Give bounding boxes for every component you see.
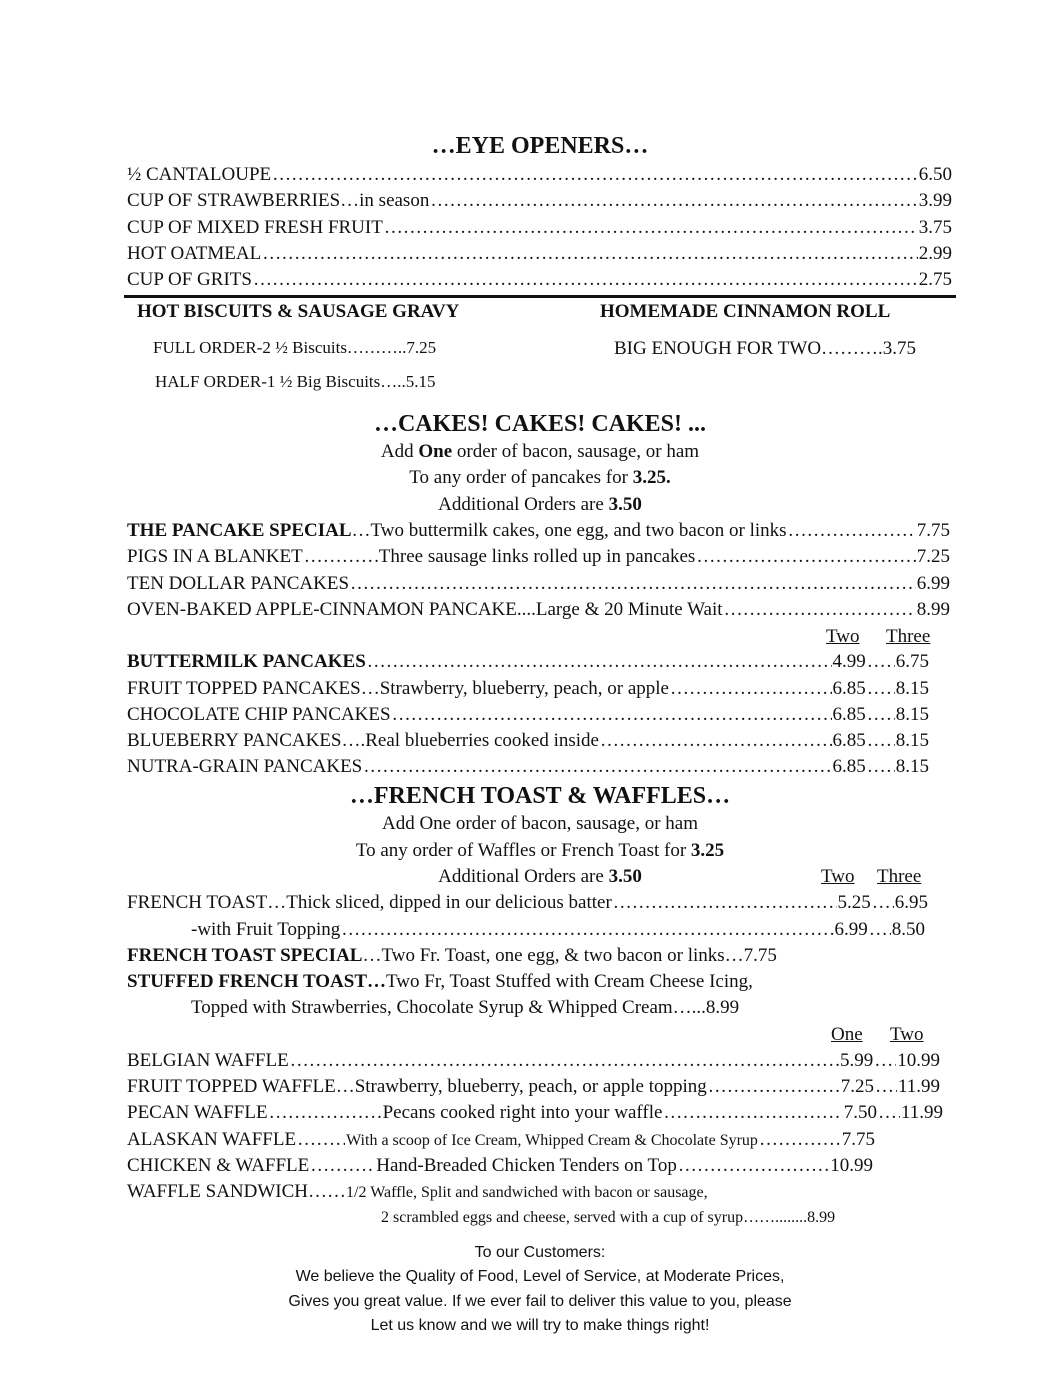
oven-baked-row: OVEN-BAKED APPLE-CINNAMON PANCAKE....Large & 20 Minute Wait ……………………………………………………………………………………………………………………………………………………………………………………………………………………………………………………………………………………… 8.99 [127,600,950,619]
blueberry-row: BLUEBERRY PANCAKES….Real blueberries cooked inside ……………………………………………………………………………………………………………………………………………………………………………………………………………………………………………………………………………………… 6.85 ……………………………………………………………………………………………………………………………………………………………………………………………………………………………………………………………………………………… 8.15 [127,731,929,750]
fruit-waffle-row: FRUIT TOPPED WAFFLE…Strawberry, blueberry, peach, or apple topping ……………………………………………………………………………………………………………………………………………………………………………………………………………………………………………………………………………………… 7.25 ……………………………………………………………………………………………………………………………………………………………………………………………………………………………………………………………………………………… 11.99 [127,1077,940,1096]
col-header-three: Three [886,626,931,647]
waffle-col-one: One [831,1024,863,1045]
alaskan-waffle-row: ALASKAN WAFFLE ……………………………………………………………………………………………………………………………………………………………………………………………………………………………………………………………………………………… With a scoop of Ice Cream, Whipped Cream & Chocolate Syrup ……………………………………………………………………………………………………………………………………………………………………………………………………………………………………………………………………………………… 7.75 [127,1130,875,1149]
belgian-waffle-row: BELGIAN WAFFLE ……………………………………………………………………………………………………………………………………………………………………………………………………………………………………………………………………………………… 5.99 ……………………………………………………………………………………………………………………………………………………………………………………………………………………………………………………………………………………… 10.99 [127,1051,940,1070]
cakes-title: …CAKES! CAKES! CAKES! ... [373,411,707,437]
chicken-waffle-row: CHICKEN & WAFFLE ……………………………………………………………………………………………………………………………………………………………………………………………………………………………………………………………………………………… Hand-Breaded Chicken Tenders on Top ……………………………………………………………………………………………………………………………………………………………………………………………………………………………………………………………………………………… 10.99 [127,1156,873,1175]
menu-item: HOT OATMEAL ……………………………………………………………………………………………………………………………………………………………………………………………………………………………………………………………………………………… 2.99 [127,244,952,263]
pigs-blanket-row: PIGS IN A BLANKET ……………………………………………………………………………………………………………………………………………………………………………………………………………………………………………………………………………………… Three sausage links rolled up in pancakes ……………………………………………………………………………………………………………………………………………………………………………………………………………………………………………………………………………………… 7.25 [127,547,950,566]
waffle-col-two: Two [890,1024,924,1045]
stuffed-french-toast-row: STUFFED FRENCH TOAST…Two Fr, Toast Stuffed with Cream Cheese Icing, [127,971,753,992]
footer-line-2: We believe the Quality of Food, Level of Service, at Moderate Prices, [295,1268,785,1285]
menu-item: CUP OF MIXED FRESH FRUIT ……………………………………………………………………………………………………………………………………………………………………………………………………………………………………………………………………………………… 3.75 [127,218,952,237]
biscuits-half-order: HALF ORDER-1 ½ Big Biscuits…..5.15 [155,372,436,391]
cinnamon-roll-line: BIG ENOUGH FOR TWO……….3.75 [614,338,917,359]
stuffed-french-toast-line2: Topped with Strawberries, Chocolate Syrup & Whipped Cream…...8.99 [191,997,740,1018]
footer-line-4: Let us know and we will try to make things right! [370,1317,710,1334]
menu-item: ½ CANTALOUPE ……………………………………………………………………………………………………………………………………………………………………………………………………………………………………………………………………………………… 6.50 [127,165,952,184]
french-toast-row: FRENCH TOAST…Thick sliced, dipped in our delicious batter ……………………………………………………………………………………………………………………………………………………………………………………………………………………………………………………………………………………… 5.25 ……………………………………………………………………………………………………………………………………………………………………………………………………………………………………………………………………………………… 6.95 [127,893,928,912]
french-col-three: Three [877,866,922,887]
pecan-waffle-row: PECAN WAFFLE ……………………………………………………………………………………………………………………………………………………………………………………………………………………………………………………………………………………… Pecans cooked right into your waffle ……………………………………………………………………………………………………………………………………………………………………………………………………………………………………………………………………………………… 7.50 ……………………………………………………………………………………………………………………………………………………………………………………………………………………………………………………………………………………… 11.99 [127,1103,943,1122]
eye-openers-title: …EYE OPENERS… [431,133,649,159]
cakes-add-line: Add One order of bacon, sausage, or ham [380,441,700,462]
french-toast-special-row: FRENCH TOAST SPECIAL…Two Fr. Toast, one egg, & two bacon or links…7.75 [127,945,777,966]
col-header-two: Two [826,626,860,647]
footer-line-3: Gives you great value. If we ever fail to deliver this value to you, please [288,1293,792,1310]
buttermilk-row: BUTTERMILK PANCAKES ……………………………………………………………………………………………………………………………………………………………………………………………………………………………………………………………………………………… 4.99 ……………………………………………………………………………………………………………………………………………………………………………………………………………………………………………………………………………………… 6.75 [127,652,929,671]
cakes-additional-line: Additional Orders are 3.50 [438,494,642,515]
fruit-pancakes-row: FRUIT TOPPED PANCAKES…Strawberry, blueberry, peach, or apple ……………………………………………………………………………………………………………………………………………………………………………………………………………………………………………………………………………………… 6.85 ……………………………………………………………………………………………………………………………………………………………………………………………………………………………………………………………………………………… 8.15 [127,679,929,698]
french-to-line: To any order of Waffles or French Toast for 3.25 [355,840,725,861]
section-divider [124,295,956,298]
french-toast-title: …FRENCH TOAST & WAFFLES… [349,783,731,809]
fruit-topping-row: -with Fruit Topping ……………………………………………………………………………………………………………………………………………………………………………………………………………………………………………………………………………………… 6.99 ……………………………………………………………………………………………………………………………………………………………………………………………………………………………………………………………………………………… 8.50 [191,920,925,939]
menu-item: CUP OF STRAWBERRIES…in season ……………………………………………………………………………………………………………………………………………………………………………………………………………………………………………………………………………………… 3.99 [127,191,952,210]
french-add-line: Add One order of bacon, sausage, or ham [381,813,699,834]
pancake-special-row: THE PANCAKE SPECIAL…Two buttermilk cakes, one egg, and two bacon or links ……………………………………………………………………………………………………………………………………………………………………………………………………………………………………………………………………………………… 7.75 [127,521,950,540]
ten-dollar-row: TEN DOLLAR PANCAKES ……………………………………………………………………………………………………………………………………………………………………………………………………………………………………………………………………………………… 6.99 [127,574,950,593]
biscuits-title: HOT BISCUITS & SAUSAGE GRAVY [137,301,460,322]
nutra-grain-row: NUTRA-GRAIN PANCAKES ……………………………………………………………………………………………………………………………………………………………………………………………………………………………………………………………………………………… 6.85 ……………………………………………………………………………………………………………………………………………………………………………………………………………………………………………………………………………………… 8.15 [127,757,929,776]
french-additional-line: Additional Orders are 3.50 [438,866,642,887]
waffle-sandwich-line2: 2 scrambled eggs and cheese, served with a cup of syrup……........8.99 [381,1209,836,1226]
biscuits-full-order: FULL ORDER-2 ½ Biscuits………..7.25 [153,338,437,357]
footer-line-1: To our Customers: [474,1244,606,1261]
menu-item: CUP OF GRITS ……………………………………………………………………………………………………………………………………………………………………………………………………………………………………………………………………………………… 2.75 [127,270,952,289]
cinnamon-roll-title: HOMEMADE CINNAMON ROLL [600,301,891,322]
waffle-sandwich-row: WAFFLE SANDWICH……1/2 Waffle, Split and sandwiched with bacon or sausage, [127,1181,708,1202]
choc-chip-row: CHOCOLATE CHIP PANCAKES ……………………………………………………………………………………………………………………………………………………………………………………………………………………………………………………………………………………… 6.85 ……………………………………………………………………………………………………………………………………………………………………………………………………………………………………………………………………………………… 8.15 [127,705,929,724]
cakes-to-line: To any order of pancakes for 3.25. [409,467,671,488]
french-col-two: Two [821,866,855,887]
